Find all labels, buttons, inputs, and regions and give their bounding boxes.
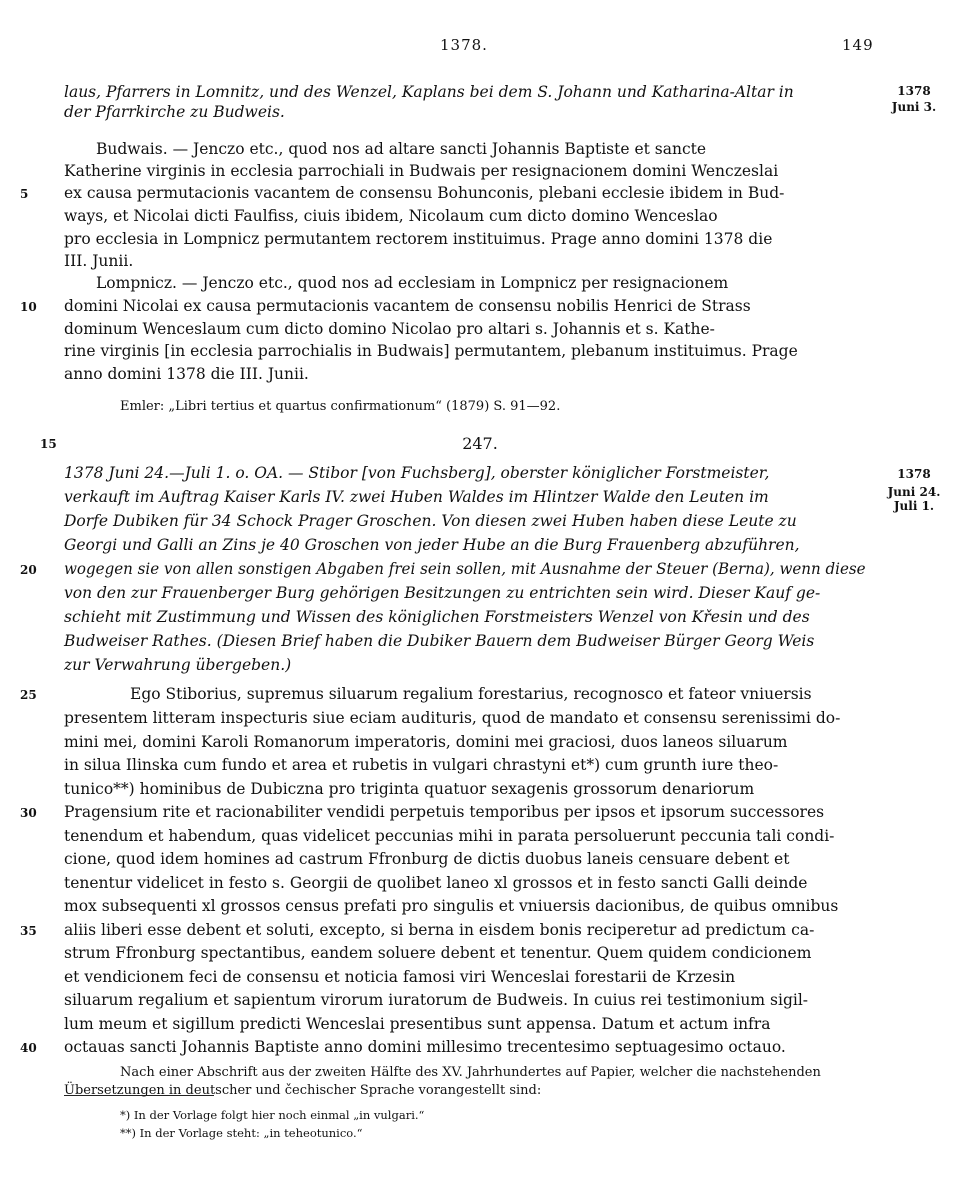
body-line: aliis liberi esse debent et soluti, excepto, si berna in eisdem bonis reciperetur ad predictum ca- bbox=[64, 921, 815, 939]
line-number: 20 bbox=[20, 563, 37, 577]
margin-date: Juni 24. bbox=[887, 485, 941, 499]
line-number: 10 bbox=[20, 300, 37, 314]
summary-line: zur Verwahrung übergeben.) bbox=[64, 656, 292, 674]
body-line: in silua Ilinska cum fundo et area et rubetis in vulgari chrastyni et*) cum grunth iure theo- bbox=[64, 756, 779, 774]
header-year: 1378. bbox=[440, 36, 488, 54]
summary-line: 1378 Juni 24.—Juli 1. o. OA. — Stibor [von Fuchsberg], oberster königlicher Forstmeister, bbox=[64, 464, 770, 482]
body-line: ex causa permutacionis vacantem de consensu Bohunconis, plebani ecclesie ibidem in Bud- bbox=[64, 184, 785, 202]
body-line: mini mei, domini Karoli Romanorum imperatoris, domini mei graciosi, duos laneos siluarum bbox=[64, 733, 788, 751]
line-number: 40 bbox=[20, 1041, 37, 1055]
body-line: Pragensium rite et racionabiliter vendidi perpetuis temporibus per ipsos et ipsorum successores bbox=[64, 803, 825, 821]
body-line: rine virginis [in ecclesia parrochialis in Budwais] permutantem, plebanum instituimus. Prage bbox=[64, 342, 798, 360]
body-line: Budwais. — Jenczo etc., quod nos ad altare sancti Johannis Baptiste et sancte bbox=[96, 140, 707, 158]
line-number: 35 bbox=[20, 924, 37, 938]
body-line: siluarum regalium et sapientum virorum iuratorum de Budweis. In cuius rei testimonium sigil- bbox=[64, 991, 809, 1009]
body-line: Lompnicz. — Jenczo etc., quod nos ad ecclesiam in Lompnicz per resignacionem bbox=[96, 274, 729, 292]
document-number: 247. bbox=[462, 434, 498, 453]
body-line: III. Junii. bbox=[64, 252, 134, 270]
body-line: tenentur videlicet in festo s. Georgii de quolibet laneo xl grossos et in festo sancti Galli deinde bbox=[64, 874, 808, 892]
body-line: pro ecclesia in Lompnicz permutantem rectorem instituimus. Prage anno domini 1378 die bbox=[64, 230, 773, 248]
footnote-rule bbox=[64, 1095, 214, 1096]
page-number: 149 bbox=[842, 36, 874, 54]
summary-line: von den zur Frauenberger Burg gehörigen Besitzungen zu entrichten sein wird. Dieser Kauf ge- bbox=[64, 584, 821, 602]
intro-line: der Pfarrkirche zu Budweis. bbox=[64, 103, 285, 121]
margin-date-year: 1378 bbox=[897, 467, 931, 481]
line-number: 5 bbox=[20, 187, 29, 201]
body-line: anno domini 1378 die III. Junii. bbox=[64, 365, 309, 383]
margin-date: Juli 1. bbox=[893, 499, 935, 513]
summary-line: wogegen sie von allen sonstigen Abgaben frei sein sollen, mit Ausnahme der Steuer (Berna), wenn diese bbox=[64, 560, 866, 578]
body-line: Ego Stiborius, supremus siluarum regalium forestarius, recognosco et fateor vniuersis bbox=[130, 685, 812, 703]
footnote: **) In der Vorlage steht: „in teheotunico.“ bbox=[120, 1126, 363, 1140]
summary-line: Dorfe Dubiken für 34 Schock Prager Groschen. Von diesen zwei Huben haben diese Leute zu bbox=[64, 512, 797, 530]
body-line: et vendicionem feci de consensu et noticia famosi viri Wenceslai forestarii de Krzesin bbox=[64, 968, 736, 986]
summary-line: Budweiser Rathes. (Diesen Brief haben die Dubiker Bauern dem Budweiser Bürger Georg Weis bbox=[64, 632, 815, 650]
body-line: ways, et Nicolai dicti Faulfiss, ciuis ibidem, Nicolaum cum dicto domino Wenceslao bbox=[64, 207, 718, 225]
line-number: 25 bbox=[20, 688, 37, 702]
body-line: domini Nicolai ex causa permutacionis vacantem de consensu nobilis Henrici de Strass bbox=[64, 297, 751, 315]
body-line: octauas sancti Johannis Baptiste anno domini millesimo trecentesimo septuagesimo octauo. bbox=[64, 1038, 786, 1056]
source-citation: Emler: „Libri tertius et quartus confirmationum“ (1879) S. 91—92. bbox=[120, 399, 561, 414]
body-line: tunico**) hominibus de Dubiczna pro triginta quatuor sexagenis grossorum denariorum bbox=[64, 780, 755, 798]
note-line: Nach einer Abschrift aus der zweiten Hälfte des XV. Jahrhundertes auf Papier, welcher die nachstehenden bbox=[120, 1065, 821, 1080]
body-line: strum Ffronburg spectantibus, eandem soluere debent et tenentur. Quem quidem condicionem bbox=[64, 944, 812, 962]
line-number: 15 bbox=[40, 437, 57, 451]
body-line: cione, quod idem homines ad castrum Ffronburg de dictis duobus laneis censuare debent et bbox=[64, 850, 790, 868]
summary-line: schieht mit Zustimmung und Wissen des königlichen Forstmeisters Wenzel von Křesin und des bbox=[64, 608, 810, 626]
note-line: Übersetzungen in deutscher und čechischer Sprache vorangestellt sind: bbox=[64, 1083, 542, 1098]
line-number: 30 bbox=[20, 806, 37, 820]
margin-date-year: 1378 bbox=[897, 84, 931, 98]
body-line: presentem litteram inspecturis siue eciam audituris, quod de mandato et consensu serenissimi do- bbox=[64, 709, 841, 727]
margin-date: Juni 3. bbox=[891, 100, 937, 114]
footnote: *) In der Vorlage folgt hier noch einmal „in vulgari.“ bbox=[120, 1108, 425, 1122]
body-line: dominum Wenceslaum cum dicto domino Nicolao pro altari s. Johannis et s. Kathe- bbox=[64, 320, 715, 338]
body-line: tenendum et habendum, quas videlicet peccunias mihi in parata persoluerunt peccunia tali condi- bbox=[64, 827, 835, 845]
body-line: lum meum et sigillum predicti Wenceslai presentibus sunt appensa. Datum et actum infra bbox=[64, 1015, 771, 1033]
summary-line: verkauft im Auftrag Kaiser Karls IV. zwei Huben Waldes im Hlintzer Walde den Leuten im bbox=[64, 488, 769, 506]
body-line: mox subsequenti xl grossos census prefati pro singulis et vniuersis dacionibus, de quibus omnibus bbox=[64, 897, 839, 915]
body-line: Katherine virginis in ecclesia parrochiali in Budwais per resignacionem domini Wenczeslai bbox=[64, 162, 779, 180]
summary-line: Georgi und Galli an Zins je 40 Groschen von jeder Hube an die Burg Frauenberg abzuführen, bbox=[64, 536, 800, 554]
intro-line: laus, Pfarrers in Lomnitz, und des Wenzel, Kaplans bei dem S. Johann und Katharina-Altar in bbox=[64, 83, 794, 101]
